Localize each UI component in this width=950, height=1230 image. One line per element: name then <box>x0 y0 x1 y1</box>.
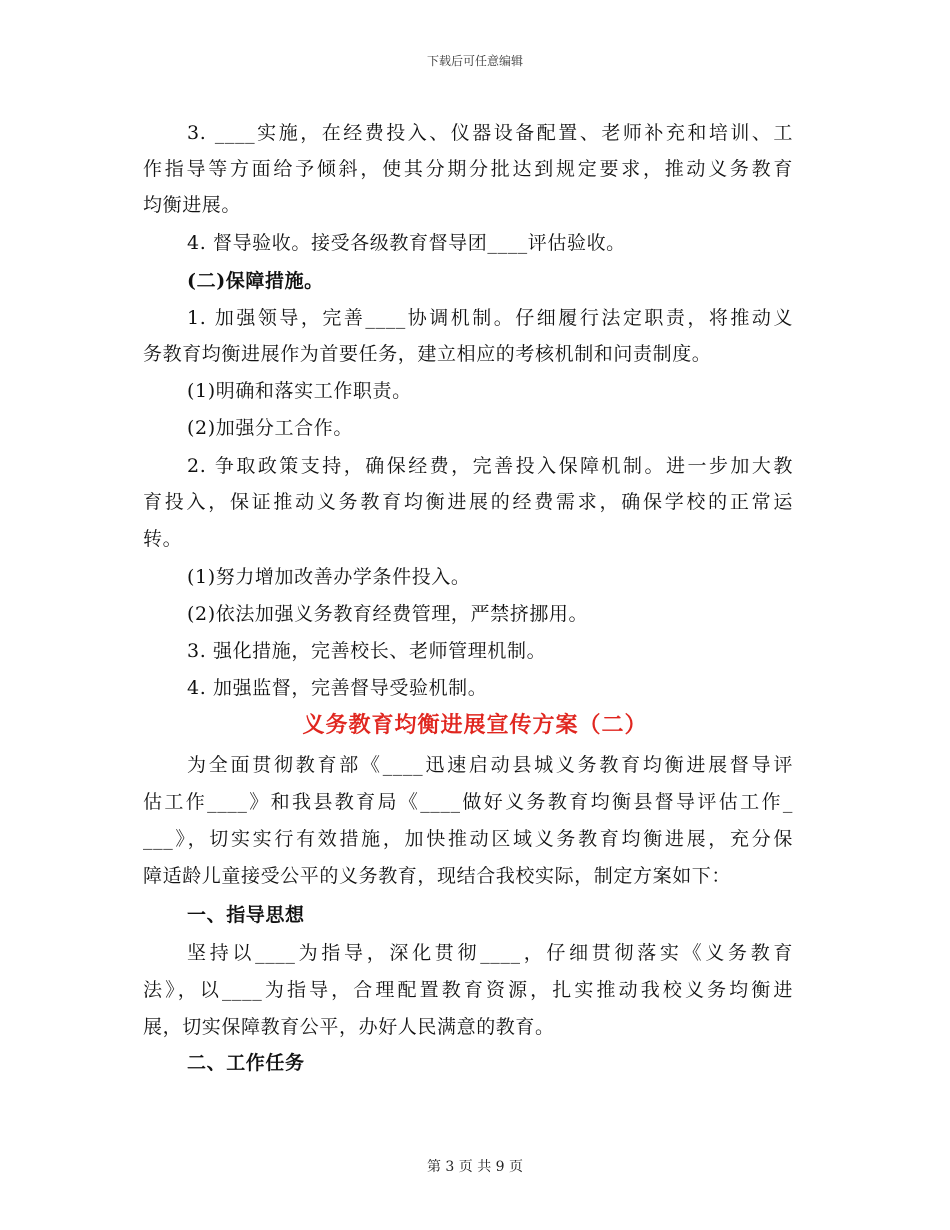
paragraph-line: 1. 加强领导，完善____协调机制。仔细履行法定职责，将推动义 <box>187 307 793 329</box>
list-item: 4. 加强监督，完善督导受验机制。 <box>187 677 488 699</box>
page-number: 第 3 页 共 9 页 <box>426 1159 524 1175</box>
paragraph-line: 估工作____》和我县教育局《____做好义务教育均衡县督导评估工作_ <box>143 791 793 813</box>
paragraph-line: 法》，以____为指导，合理配置教育资源，扎实推动我校义务均衡进 <box>143 979 793 1001</box>
paragraph-line: 育投入，保证推动义务教育均衡进展的经费需求，确保学校的正常运 <box>143 491 793 513</box>
page-header-note: 下载后可任意编辑 <box>426 54 523 68</box>
paragraph-line: 坚持以____为指导，深化贯彻____，仔细贯彻落实《义务教育 <box>187 942 793 964</box>
list-item: (1)努力增加改善办学条件投入。 <box>187 566 471 588</box>
paragraph-line: 展，切实保障教育公平，办好人民满意的教育。 <box>143 1016 555 1038</box>
section-heading: 二、工作任务 <box>187 1052 305 1074</box>
paragraph-line: 转。 <box>143 528 183 550</box>
list-item: (2)加强分工合作。 <box>187 417 353 439</box>
paragraph-line: 3. ____实施，在经费投入、仪器设备配置、老师补充和培训、工 <box>187 122 793 144</box>
list-item: (2)依法加强义务教育经费管理，严禁挤挪用。 <box>187 603 589 625</box>
paragraph-line: 均衡进展。 <box>143 194 242 216</box>
list-item: 3. 强化措施，完善校长、老师管理机制。 <box>187 640 547 662</box>
section-heading: 一、指导思想 <box>187 904 305 926</box>
section-heading: (二)保障措施。 <box>187 270 324 292</box>
section-title: 义务教育均衡进展宣传方案（二） <box>302 712 648 738</box>
paragraph-line: 2. 争取政策支持，确保经费，完善投入保障机制。进一步加大教 <box>187 455 793 477</box>
paragraph-line: 为全面贯彻教育部《____迅速启动县城义务教育均衡进展督导评 <box>187 754 793 776</box>
paragraph-line: 4. 督导验收。接受各级教育督导团____评估验收。 <box>187 232 626 254</box>
list-item: (1)明确和落实工作职责。 <box>187 380 412 402</box>
paragraph-line: ___》，切实实行有效措施，加快推动区域义务教育均衡进展，充分保 <box>143 828 793 850</box>
paragraph-line: 作指导等方面给予倾斜，使其分期分批达到规定要求，推动义务教育 <box>143 158 793 180</box>
paragraph-line: 障适龄儿童接受公平的义务教育，现结合我校实际，制定方案如下： <box>143 865 732 887</box>
paragraph-line: 务教育均衡进展作为首要任务，建立相应的考核机制和问责制度。 <box>143 343 712 365</box>
